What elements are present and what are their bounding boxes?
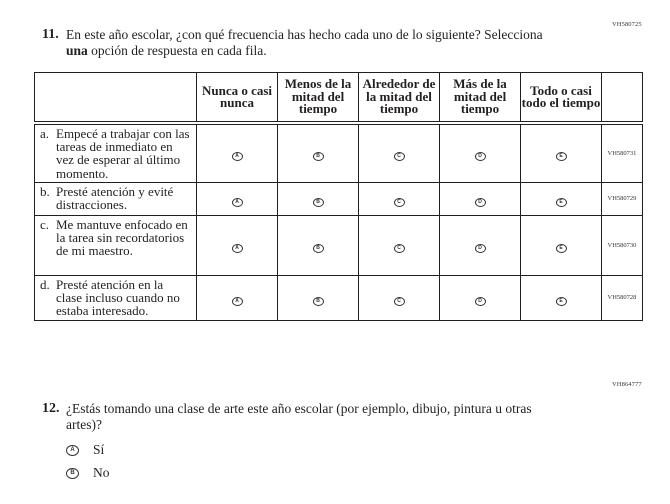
radio-bubble-icon[interactable]: C xyxy=(394,152,405,161)
row-item-id: VH580729 xyxy=(602,182,643,215)
radio-bubble-icon[interactable]: B xyxy=(66,468,79,479)
column-header-never: Nunca o casi nunca xyxy=(197,73,278,124)
q11-item-id: VH580725 xyxy=(612,21,642,28)
radio-bubble-icon[interactable]: E xyxy=(556,198,567,207)
grid-row xyxy=(35,215,643,275)
radio-bubble-icon[interactable]: E xyxy=(556,244,567,253)
radio-bubble-icon[interactable]: A xyxy=(232,297,243,306)
radio-bubble-icon[interactable]: D xyxy=(475,244,486,253)
radio-bubble-icon[interactable]: D xyxy=(475,297,486,306)
row-statement xyxy=(35,123,197,182)
radio-bubble-icon[interactable]: B xyxy=(313,198,324,207)
response-cell[interactable] xyxy=(278,123,359,182)
row-item-id: VH580731 xyxy=(602,123,643,182)
response-cell[interactable] xyxy=(440,182,521,215)
response-cell[interactable] xyxy=(197,123,278,182)
response-cell[interactable] xyxy=(440,275,521,320)
radio-bubble-icon[interactable]: A xyxy=(232,198,243,207)
response-cell[interactable] xyxy=(359,182,440,215)
row-statement xyxy=(35,275,197,320)
response-cell[interactable] xyxy=(278,275,359,320)
radio-bubble-icon[interactable]: D xyxy=(475,152,486,161)
row-text: Me mantuve enfocado en la tarea sin recordatorios de mi maestro. xyxy=(56,216,188,259)
response-cell[interactable] xyxy=(359,123,440,182)
response-cell[interactable] xyxy=(440,215,521,275)
q12-number: 12. xyxy=(42,401,60,416)
radio-bubble-icon[interactable]: C xyxy=(394,297,405,306)
response-cell[interactable] xyxy=(197,182,278,215)
row-letter: c. xyxy=(40,216,50,232)
radio-bubble-icon[interactable]: A xyxy=(66,445,79,456)
response-cell[interactable] xyxy=(278,182,359,215)
q11-number: 11. xyxy=(42,27,59,42)
q12-option-label: Sí xyxy=(93,442,105,457)
radio-bubble-icon[interactable]: B xyxy=(313,297,324,306)
row-statement xyxy=(35,182,197,215)
response-cell[interactable] xyxy=(521,215,602,275)
radio-bubble-icon[interactable]: B xyxy=(313,152,324,161)
row-statement xyxy=(35,215,197,275)
response-cell[interactable] xyxy=(197,215,278,275)
response-cell[interactable] xyxy=(359,215,440,275)
row-text: Presté atención y evité distracciones. xyxy=(56,183,174,213)
response-cell[interactable] xyxy=(521,275,602,320)
radio-bubble-icon[interactable]: E xyxy=(556,152,567,161)
q12-option-label: No xyxy=(93,465,110,480)
q11-prompt xyxy=(66,27,586,59)
grid-row xyxy=(35,182,643,215)
radio-bubble-icon[interactable]: E xyxy=(556,297,567,306)
response-cell[interactable] xyxy=(278,215,359,275)
row-item-id: VH580728 xyxy=(602,275,643,320)
column-header-about-half: Alrededor de la mitad del tiempo xyxy=(359,73,440,124)
response-cell[interactable] xyxy=(440,123,521,182)
column-header-always: Todo o casi todo el tiempo xyxy=(521,73,602,124)
radio-bubble-icon[interactable]: D xyxy=(475,198,486,207)
response-cell[interactable] xyxy=(521,123,602,182)
row-letter: d. xyxy=(40,276,50,292)
radio-bubble-icon[interactable]: A xyxy=(232,152,243,161)
q12-prompt: ¿Estás tomando una clase de arte este año escolar (por ejemplo, dibujo, pintura u otras artes)? xyxy=(66,401,532,432)
grid-header-blank xyxy=(35,73,197,124)
q11-prompt-emphasis: una xyxy=(66,43,88,58)
response-cell[interactable] xyxy=(197,275,278,320)
response-cell[interactable] xyxy=(521,182,602,215)
row-item-id: VH580730 xyxy=(602,215,643,275)
q12-option-no[interactable] xyxy=(66,465,110,481)
row-text: Presté atención en la clase incluso cuando no estaba interesado. xyxy=(56,276,180,319)
grid-header-row xyxy=(35,73,643,124)
grid-header-id-blank xyxy=(602,73,643,124)
radio-bubble-icon[interactable]: A xyxy=(232,244,243,253)
grid-row xyxy=(35,275,643,320)
row-text: Empecé a trabajar con las tareas de inmediato en vez de esperar al último momento. xyxy=(56,126,190,181)
radio-bubble-icon[interactable]: C xyxy=(394,244,405,253)
q12-item-id: VH864777 xyxy=(612,381,642,388)
radio-bubble-icon[interactable]: B xyxy=(313,244,324,253)
q12-option-si[interactable] xyxy=(66,442,104,458)
q11-prompt-line1: En este año escolar, ¿con qué frecuencia has hecho cada uno de lo siguiente? Selecciona xyxy=(66,27,543,42)
row-letter: b. xyxy=(40,183,50,199)
row-letter: a. xyxy=(40,126,50,141)
q11-prompt-line2: opción de respuesta en cada fila. xyxy=(87,43,267,58)
grid-row xyxy=(35,123,643,182)
q11-response-grid xyxy=(34,72,643,321)
radio-bubble-icon[interactable]: C xyxy=(394,198,405,207)
column-header-less-than-half: Menos de la mitad del tiempo xyxy=(278,73,359,124)
column-header-more-than-half: Más de la mitad del tiempo xyxy=(440,73,521,124)
response-cell[interactable] xyxy=(359,275,440,320)
